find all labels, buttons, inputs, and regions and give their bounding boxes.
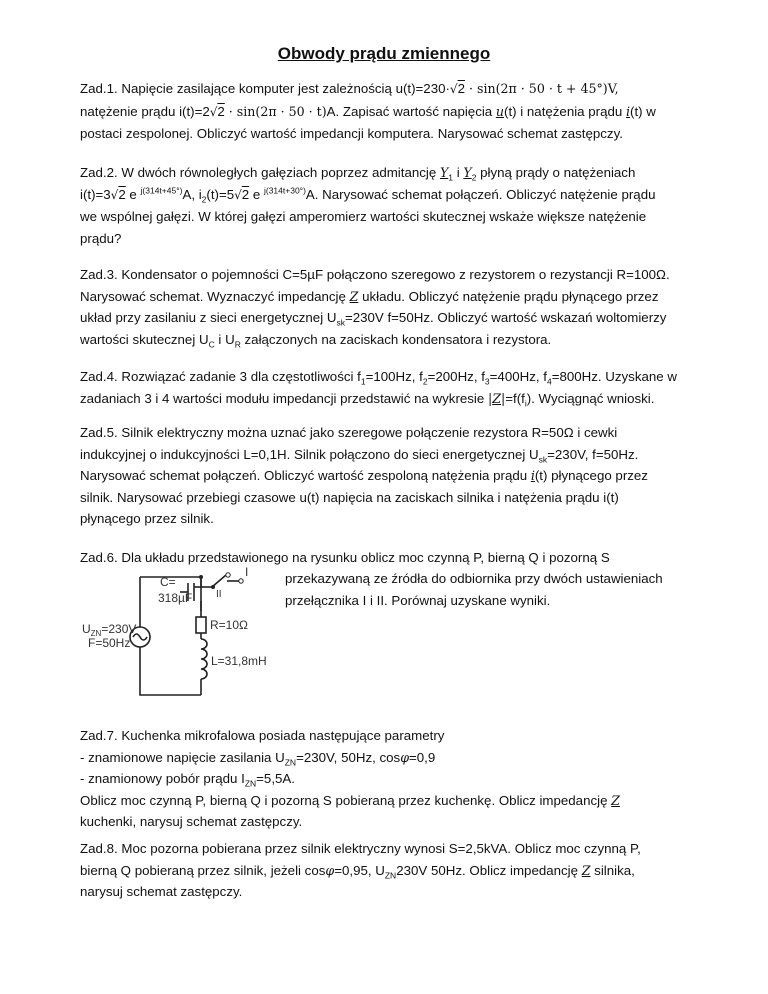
task-2-line-2: i(t)=3√2 e $^{j(314t+45^\circ)}$A, $i_2(t)=5√2$ e $^{j(314t+30^\circ)}$A. Narysować schemat połączeń. Obliczyć natężenie prądu <box>80 185 656 205</box>
task-3-line-4: wartości skutecznej $U_C$ i $U_R$ załączonych na zaciskach kondensatora i rezystora. <box>80 331 552 350</box>
task-2-line-4: prądu? <box>80 230 122 246</box>
task-8-line-2: bierną Q pobieraną przez silnik, jeżeli cosφ=0,95, $U_{ZN}230V$ 50Hz. Oblicz impedancję Z silnika, <box>80 862 635 881</box>
task-8 <box>80 838 720 903</box>
capacitor-label: C= <box>160 575 176 589</box>
wire-bottom <box>140 647 201 695</box>
task-2-line-1: Zad.2. W dwóch równoległych gałęziach poprzez admitancję $Y_1$ i $Y_2$ płyną prądy o natężeniach <box>80 165 636 183</box>
source-voltage-label: $U_{ZN}=230V$ <box>82 622 137 638</box>
page-title: Obwody prądu zmiennego <box>277 44 491 63</box>
switch-position-2: II <box>216 589 222 600</box>
task-5-line-5: płynącego przez silnik. <box>80 511 214 526</box>
task-7-line-2: - znamionowe napięcie zasilania $U_{ZN}=230V$, 50Hz, cosφ=0,9 <box>80 749 436 768</box>
task-5-line-1: Zad.5. Silnik elektryczny można uznać jako szeregowe połączenie rezystora R=50Ω i cewki <box>80 425 618 440</box>
circuit-diagram <box>80 565 280 701</box>
inductor-label: L=31,8mH <box>211 654 267 668</box>
task-7-line-4: Oblicz moc czynną P, bierną Q i pozorną S pobieraną przez kuchenkę. Oblicz impedancję Z <box>80 792 620 808</box>
task-7-line-1: Zad.7. Kuchenka mikrofalowa posiada następujące parametry <box>80 728 445 743</box>
task-8-line-1: Zad.8. Moc pozorna pobierana przez silnik elektryczny wynosi S=2,5kVA. Oblicz moc czynną P, <box>80 841 641 856</box>
task-2-line-3: we wspólnej gałęzi. W której gałęzi amperomierz wartości skutecznej wskaże większe natężenie <box>80 209 647 224</box>
switch-position-1: I <box>245 565 249 579</box>
task-6-continuation <box>285 568 725 611</box>
task-3-line-2: Narysować schemat. Wyznaczyć impedancję Z układu. Obliczyć natężenie prądu płynącego przez <box>80 288 659 304</box>
task-7-line-3: - znamionowy pobór prądu $I_{ZN}=5,5A$. <box>80 771 295 789</box>
task-1 <box>80 78 720 145</box>
task-6-line-1: Zad.6. Dla układu przedstawionego na rysunku oblicz moc czynną P, bierną Q i pozorną S <box>80 550 610 565</box>
task-4-line-2: zadaniach 3 i 4 wartości modułu impedancji przedstawić na wykresie $|Z|=f(f_i)$. Wyciągnąć wnioski. <box>80 390 655 409</box>
task-6-line-3: przełącznika I i II. Porównaj uzyskane wyniki. <box>285 592 551 608</box>
source-frequency-label: F=50Hz <box>88 636 131 650</box>
task-5-line-3: Narysować schemat połączeń. Obliczyć wartość zespoloną natężenia prądu i(t) płynącego przez <box>80 468 648 483</box>
task-6-line-2: przekazywaną ze źródła do odbiornika przy dwóch ustawieniach <box>285 571 663 586</box>
task-3 <box>80 264 720 350</box>
task-2 <box>80 162 720 249</box>
task-1-line-1: Zad.1. Napięcie zasilające komputer jest zależnością u(t)=230·√2 · sin(2π · 50 · t + 45°)V, <box>80 81 619 96</box>
task-3-line-3: układ przy zasilaniu z sieci energetycznej $U_{sk}=230V$ f=50Hz. Obliczyć wartość wskazań woltomierzy <box>80 310 667 328</box>
task-4 <box>80 366 720 409</box>
task-4-line-1: Zad.4. Rozwiązać zadanie 3 dla częstotliwości $f_1=100Hz$, $f_2=200Hz$, $f_3=400Hz$, $f_4=800Hz$. Uzyskane w <box>80 369 677 387</box>
task-5-line-2: indukcyjnej o indukcyjności L=0,1H. Silnik połączono do sieci energetycznej $U_{sk}=230V$, f=50Hz. <box>80 446 639 465</box>
capacitor-value: 318µF <box>158 591 193 605</box>
task-3-line-1: Zad.3. Kondensator o pojemności C=5µF połączono szeregowo z rezystorem o rezystancji R=100Ω. <box>80 267 670 282</box>
task-1-line-2: natężenie prądu i(t)=2√2 · sin(2π · 50 · t)A. Zapisać wartość napięcia u(t) i natężenia prądu i(t) w <box>80 103 656 119</box>
resistor-label: R=10Ω <box>210 618 248 632</box>
task-8-line-3: narysuj schemat zastępczy. <box>80 884 243 899</box>
task-1-line-3: postaci zespolonej. Obliczyć wartość impedancji komputera. Narysować schemat zastępczy. <box>80 126 623 141</box>
task-7 <box>80 725 720 833</box>
task-5 <box>80 422 720 530</box>
switch-blade <box>212 575 226 587</box>
task-7-line-5: kuchenki, narysuj schemat zastępczy. <box>80 814 303 829</box>
task-5-line-4: silnik. Narysować przebiegi czasowe u(t) napięcia na zaciskach silnika i natężenia prądu i(t) <box>80 489 619 505</box>
resistor-symbol <box>196 617 206 633</box>
inductor-symbol <box>201 639 207 679</box>
